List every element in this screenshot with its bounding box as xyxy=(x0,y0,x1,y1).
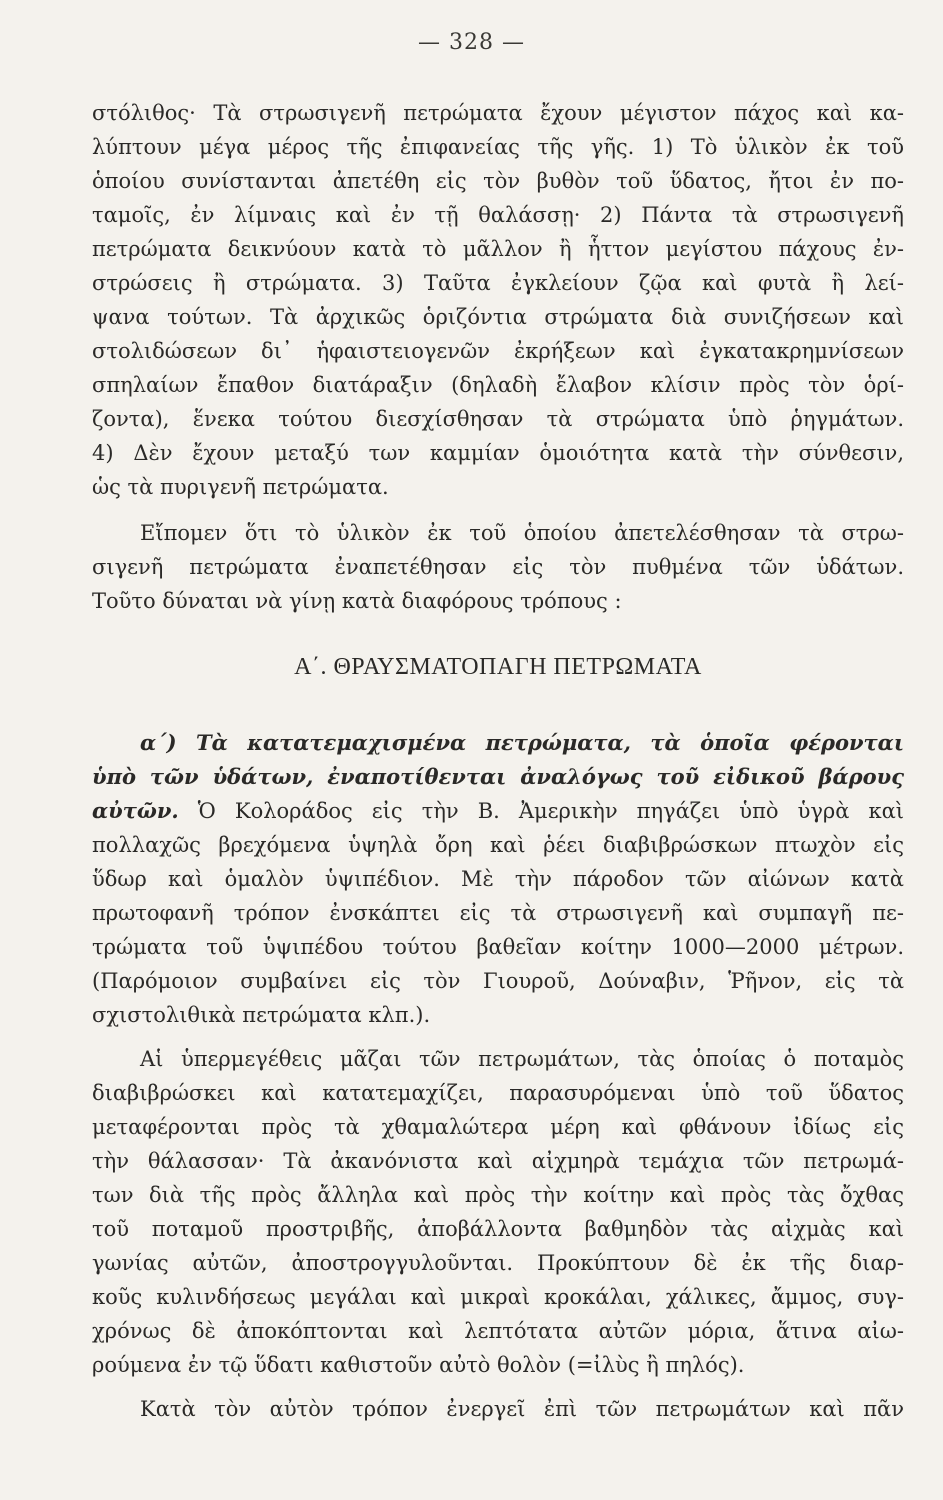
text-line: στόλιθος· Τὰ στρωσιγενῆ πετρώματα ἔχουν μέγιστον πάχος καὶ κα- xyxy=(92,101,904,125)
text-line xyxy=(92,794,904,828)
subsection-title-line: ὑπὸ τῶν ὑδάτων, ἐναποτίθενται ἀναλόγως τοῦ εἰδικοῦ βάρους xyxy=(92,764,904,789)
text-line: σπηλαίων ἔπαθον διατάραξιν (δηλαδὴ ἔλαβον κλίσιν πρὸς τὸν ὁρί- xyxy=(92,373,904,397)
text-line: στρώσεις ἢ στρώματα. 3) Ταῦτα ἐγκλείουν ζῷα καὶ φυτὰ ἢ λεί- xyxy=(92,271,904,295)
text-line: γωνίας αὐτῶν, ἀποστρογγυλοῦνται. Προκύπτουν δὲ ἐκ τῆς διαρ- xyxy=(92,1251,904,1275)
text-line: ὡς τὰ πυριγενῆ πετρώματα. xyxy=(92,475,389,499)
text-line: ταμοῖς, ἐν λίμναις καὶ ἐν τῇ θαλάσσῃ· 2) Πάντα τὰ στρωσιγενῆ xyxy=(92,203,904,227)
subsection-title-end: αὐτῶν. xyxy=(92,798,179,823)
text-line: τὴν θάλασσαν· Τὰ ἀκανόνιστα καὶ αἰχμηρὰ τεμάχια τῶν πετρωμά- xyxy=(92,1149,904,1173)
text-line: ὁποίου συνίστανται ἀπετέθη εἰς τὸν βυθὸν τοῦ ὕδατος, ἤτοι ἐν πο- xyxy=(92,169,904,193)
text-line: ρούμενα ἐν τῷ ὕδατι καθιστοῦν αὐτὸ θολὸν (=ἰλὺς ἢ πηλός). xyxy=(92,1353,745,1377)
text-line: πετρώματα δεικνύουν κατὰ τὸ μᾶλλον ἢ ἧττον μεγίστου πάχους ἐν- xyxy=(92,237,904,261)
text-line: των διὰ τῆς πρὸς ἄλληλα καὶ πρὸς τὴν κοίτην καὶ πρὸς τὰς ὄχθας xyxy=(92,1183,904,1207)
text-line: ὕδωρ καὶ ὁμαλὸν ὑψιπέδιον. Μὲ τὴν πάροδον τῶν αἰώνων κατὰ xyxy=(92,867,904,891)
text-line: λύπτουν μέγα μέρος τῆς ἐπιφανείας τῆς γῆς. 1) Τὸ ὑλικὸν ἐκ τοῦ xyxy=(92,135,904,159)
text-line: Αἱ ὑπερμεγέθεις μᾶζαι τῶν πετρωμάτων, τὰς ὁποίας ὁ ποταμὸς xyxy=(140,1047,904,1071)
text-line: μεταφέρονται πρὸς τὰ χθαμαλώτερα μέρη καὶ φθάνουν ἰδίως εἰς xyxy=(92,1115,904,1139)
text-line: διαβιβρώσκει καὶ κατατεμαχίζει, παρασυρόμεναι ὑπὸ τοῦ ὕδατος xyxy=(92,1081,904,1105)
text-line: σιγενῆ πετρώματα ἐναπετέθησαν εἰς τὸν πυθμένα τῶν ὑδάτων. xyxy=(92,555,904,579)
text-line: Εἴπομεν ὅτι τὸ ὑλικὸν ἐκ τοῦ ὁποίου ἀπετελέσθησαν τὰ στρω- xyxy=(140,521,904,545)
text-line: στολιδώσεων δι᾽ ἡφαιστειογενῶν ἐκρήξεων καὶ ἐγκατακρημνίσεων xyxy=(92,339,904,363)
page-number: — 328 — xyxy=(418,30,525,55)
text-line: ψανα τούτων. Τὰ ἀρχικῶς ὁριζόντια στρώματα διὰ συνιζήσεων καὶ xyxy=(92,305,904,329)
text-line: χρόνως δὲ ἀποκόπτονται καὶ λεπτότατα αὐτῶν μόρια, ἅτινα αἰω- xyxy=(92,1319,904,1343)
text-line: τρώματα τοῦ ὑψιπέδου τούτου βαθεῖαν κοίτην 1000—2000 μέτρων. xyxy=(92,935,904,959)
text-line: κοῦς κυλινδήσεως μεγάλαι καὶ μικραὶ κροκάλαι, χάλικες, ἄμμος, συγ- xyxy=(92,1285,904,1309)
text-line: τοῦ ποταμοῦ προστριβῆς, ἀποβάλλοντα βαθμηδὸν τὰς αἰχμὰς καὶ xyxy=(92,1217,904,1241)
text-line: Κατὰ τὸν αὐτὸν τρόπον ἐνεργεῖ ἐπὶ τῶν πετρωμάτων καὶ πᾶν xyxy=(140,1397,904,1421)
text-line: σχιστολιθικὰ πετρώματα κλπ.). xyxy=(92,1003,431,1027)
text-line: (Παρόμοιον συμβαίνει εἰς τὸν Γιουρoῦ, Δούναβιν, Ῥῆνον, εἰς τὰ xyxy=(92,969,904,993)
subsection-title-line: α΄) Τὰ κατατεμαχισμένα πετρώματα, τὰ ὁποῖα φέρονται xyxy=(140,730,904,755)
text-span: Ὁ Κολοράδος εἰς τὴν Β. Ἀμερικὴν πηγάζει ὑπὸ ὑγρὰ καὶ xyxy=(178,799,904,823)
text-line: ζοντα), ἕνεκα τούτου διεσχίσθησαν τὰ στρώματα ὑπὸ ῥηγμάτων. xyxy=(92,407,904,431)
section-heading: Α΄. ΘΡΑΥΣΜΑΤΟΠΑΓΗ ΠΕΤΡΩΜΑΤΑ xyxy=(294,654,702,680)
text-line: 4) Δὲν ἔχουν μεταξύ των καμμίαν ὁμοιότητα κατὰ τὴν σύνθεσιν, xyxy=(92,441,904,465)
text-line: πρωτοφανῆ τρόπον ἐνσκάπτει εἰς τὰ στρωσιγενῆ καὶ συμπαγῆ πε- xyxy=(92,901,904,925)
text-line: πολλαχῶς βρεχόμενα ὑψηλὰ ὄρη καὶ ῥέει διαβιβρώσκων πτωχὸν εἰς xyxy=(92,833,904,857)
text-line: Τοῦτο δύναται νὰ γίνῃ κατὰ διαφόρους τρόπους : xyxy=(92,589,622,613)
